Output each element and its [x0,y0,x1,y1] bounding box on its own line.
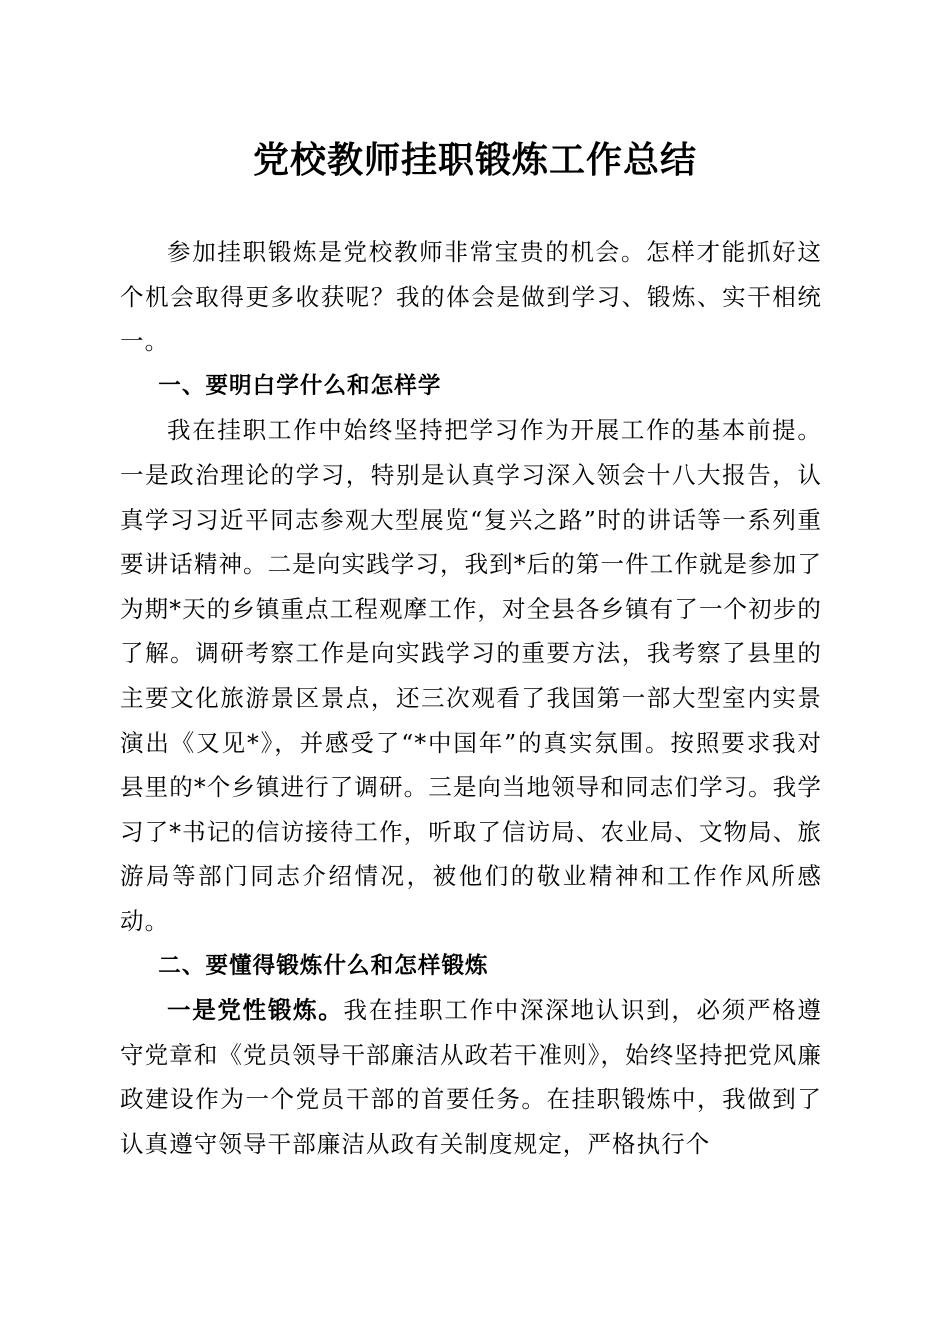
section-1-paragraph: 我在挂职工作中始终坚持把学习作为开展工作的基本前提。一是政治理论的学习，特别是认真学习深入领会十八大报告，认真学习习近平同志参观大型展览“复兴之路”时的讲话等一系列重要讲话精神。二是向实践学习，我到*后的第一件工作就是参加了为期*天的乡镇重点工程观摩工作，对全县各乡镇有了一个初步的了解。调研考察工作是向实践学习的重要方法，我考察了县里的主要文化旅游景区景点，还三次观看了我国第一部大型室内实景演出《又见*》，并感受了“*中国年”的真实氛围。按照要求我对县里的*个乡镇进行了调研。三是向当地领导和同志们学习。我学习了*书记的信访接待工作，听取了信访局、农业局、文物局、旅游局等部门同志介绍情况，被他们的敬业精神和工作作风所感动。 [120,416,822,935]
section-2-paragraph [120,988,822,1166]
section-2-text: 我在挂职工作中深深地认识到，必须严格遵守党章和《党员领导干部廉洁从政若干准则》，始终坚持把党风廉政建设作为一个党员干部的首要任务。在挂职锻炼中，我做到了认真遵守领导干部廉洁从政有关制度规定，严格执行个 [120,996,822,1158]
section-2-lead: 一是党性锻炼。 [167,996,344,1025]
document-body [120,230,822,1166]
section-1-heading: 一、要明白学什么和怎样学 [158,372,442,399]
document-title: 党校教师挂职锻炼工作总结 [252,139,697,181]
section-2-heading: 二、要懂得锻炼什么和怎样锻炼 [158,952,489,979]
intro-paragraph: 参加挂职锻炼是党校教师非常宝贵的机会。怎样才能抓好这个机会取得更多收获呢？我的体会是做到学习、锻炼、实干相统一。 [120,238,822,356]
